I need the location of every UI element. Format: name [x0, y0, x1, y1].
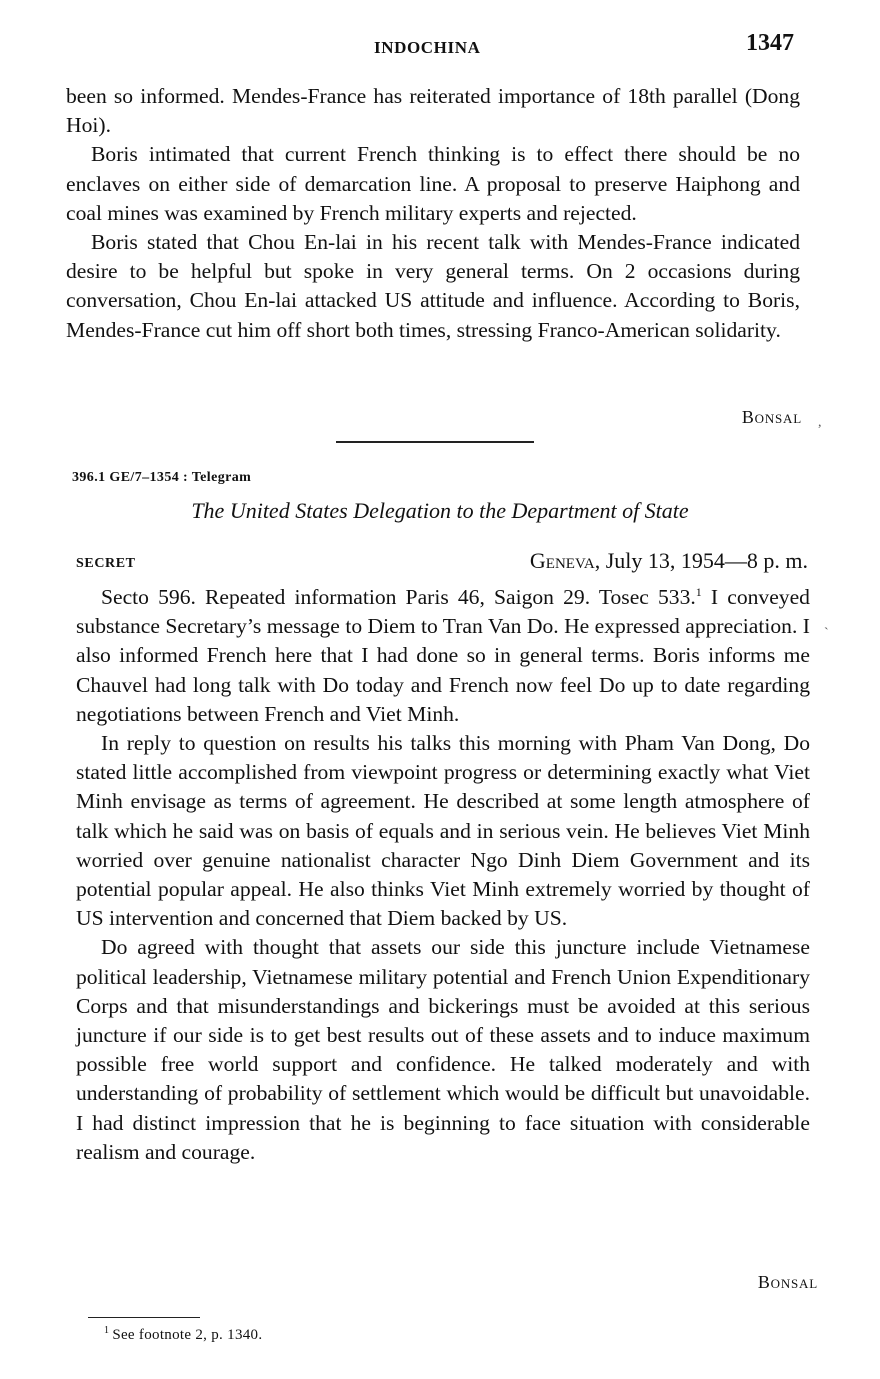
- footnote-marker: 1: [695, 584, 702, 599]
- paragraph: Do agreed with thought that assets our side this juncture include Vietnamese political leadership, Vietnamese military potential and French Union Expenditionary Corps and that misunderstandings and bickerings must be avoided at this serious juncture if our side is to get best results out of these assets and to induce maximum possible free world support and confidence. He talked moderately and with understanding of probability of settlement which would be difficult but unavoidable. I had distinct impression that he is beginning to face situation with considerable realism and courage.: [76, 935, 810, 1164]
- page-number: 1347: [746, 30, 794, 56]
- signature: Bonsal: [757, 1272, 818, 1292]
- dateline: [530, 548, 808, 574]
- section-divider: [336, 441, 534, 443]
- continued-text: [66, 82, 800, 345]
- running-head: INDOCHINA: [374, 38, 481, 57]
- footnote-rule: [88, 1317, 200, 1318]
- paragraph: been so informed. Mendes-France has reiterated importance of 18th parallel (Dong Hoi).: [66, 84, 800, 138]
- signature: Bonsal: [741, 407, 802, 427]
- document-title: The United States Delegation to the Department of State: [191, 498, 689, 523]
- paragraph-rest: I conveyed substance Secretary’s message to Diem to Tran Van Do. He expressed appreciation. I also informed French here that I had done so in general terms. Boris informs me Chauvel had long talk with Do today and French now feel Do up to date regarding negotiations between French and Viet Minh.: [76, 585, 810, 726]
- footnote: [104, 1325, 262, 1344]
- page-header: [0, 30, 880, 64]
- stray-mark: ,: [818, 415, 822, 430]
- paragraph: [76, 583, 810, 729]
- paragraph-lead: Secto 596. Repeated information Paris 46, Saigon 29. Tosec 533.: [101, 585, 696, 609]
- dateline-place: Geneva: [529, 548, 595, 573]
- stray-mark: `: [824, 626, 829, 641]
- footnote-marker: 1: [104, 1325, 110, 1336]
- paragraph: Boris stated that Chou En-lai in his recent talk with Mendes-France indicated desire to be helpful but spoke in very general terms. On 2 occasions during conversation, Chou En-lai attacked US attitude and influence. According to Boris, Mendes-France cut him off short both times, stressing Franco-American solidarity.: [66, 230, 800, 342]
- classification-label: SECRET: [76, 556, 136, 571]
- document-file-reference: 396.1 GE/7–1354 : Telegram: [72, 470, 252, 485]
- telegram-text: [76, 583, 810, 1167]
- footnote-text: See footnote 2, p. 1340.: [112, 1327, 263, 1343]
- paragraph: Boris intimated that current French thinking is to effect there should be no enclaves on either side of demarcation line. A proposal to preserve Haiphong and coal mines was examined by French military experts and rejected.: [66, 142, 800, 225]
- dateline-date: , July 13, 1954—8 p. m.: [594, 548, 808, 573]
- paragraph: In reply to question on results his talks this morning with Pham Van Dong, Do stated little accomplished from viewpoint progress or determining exactly what Viet Minh envisage as terms of agreement. He described at some length atmosphere of talk which he said was on basis of equals and in serious vein. He believes Viet Minh worried over genuine nationalist character Ngo Dinh Diem Government and its potential popular appeal. He also thinks Viet Minh extremely worried by thought of US intervention and concerned that Diem backed by US.: [76, 731, 810, 931]
